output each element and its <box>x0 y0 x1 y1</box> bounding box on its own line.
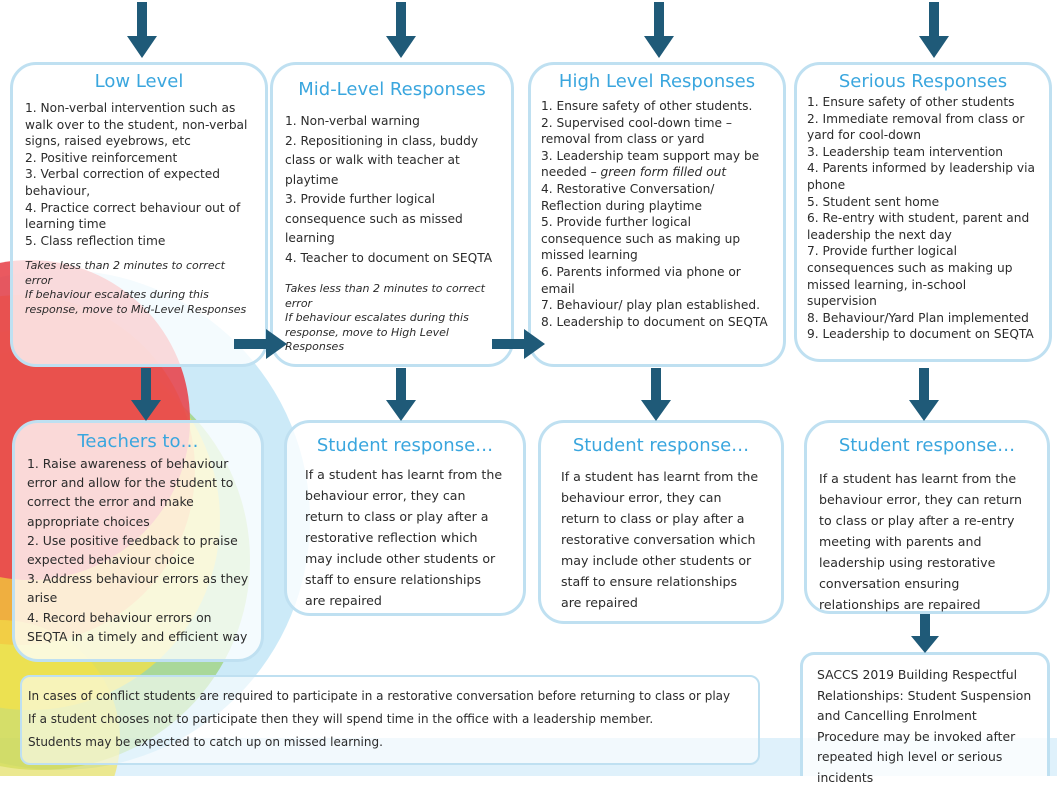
list-item: 5. Provide further logical consequence such as making up missed learning <box>541 215 741 263</box>
mid-level-note-escalate: If behaviour escalates during this response, move to High Level Responses <box>285 311 469 353</box>
list-item: 1. Non-verbal warning <box>285 114 420 128</box>
low-level-box <box>10 62 268 367</box>
student-response-mid-box <box>284 420 526 616</box>
bottom-note-catchup: Students may be expected to catch up on missed learning. <box>28 735 383 749</box>
arrow-down-icon <box>130 368 162 422</box>
serious-title: Serious Responses <box>838 71 1008 92</box>
list-item: 7. Provide further logical consequences such as making up missed learning, in-school supervision <box>807 244 1013 309</box>
list-item: 2. Repositioning in class, buddy class or walk with teacher at playtime <box>285 133 479 187</box>
serious-list <box>807 94 1039 343</box>
saccs-box <box>800 652 1050 785</box>
arrow-down-icon <box>918 2 950 60</box>
list-item: 8. Leadership to document on SEQTA <box>541 314 768 329</box>
arrow-down-icon <box>910 614 940 654</box>
list-item: 6. Re-entry with student, parent and leadership the next day <box>807 211 1030 242</box>
list-item: 5. Student sent home <box>807 194 940 209</box>
arrow-down-icon <box>640 368 672 422</box>
list-item: 2. Use positive feedback to praise expected behaviour choice <box>27 532 238 568</box>
mid-level-note-time: Takes less than 2 minutes to correct error <box>285 282 485 310</box>
student-response-high-box <box>538 420 784 624</box>
list-item: 4. Parents informed by leadership via phone <box>807 161 1035 192</box>
list-item: 4. Restorative Conversation/ Reflection during playtime <box>541 181 715 213</box>
list-item: 5. Class reflection time <box>25 233 166 248</box>
arrow-down-icon <box>385 368 417 422</box>
teachers-list <box>27 454 249 646</box>
list-item: 2. Supervised cool-down time – removal from class or yard <box>541 115 732 147</box>
student-response-mid-title: Student response… <box>316 435 494 456</box>
green-form-note: green form filled out <box>600 165 727 180</box>
arrow-right-icon <box>234 328 288 360</box>
arrow-down-icon <box>643 2 675 60</box>
teachers-title: Teachers to… <box>77 431 199 452</box>
list-item: 7. Behaviour/ play plan established. <box>541 298 760 313</box>
saccs-text: SACCS 2019 Building Respectful Relationships: Student Suspension and Cancelling Enrolment Procedure may be invoked after repeated high level or serious incidents <box>817 667 1032 785</box>
arrow-down-icon <box>385 2 417 60</box>
list-item: 1. Ensure safety of other students <box>807 95 1015 109</box>
bottom-note-conflict: In cases of conflict students are required to participate in a restorative conversation before returning to class or play <box>28 689 731 703</box>
high-level-title: High Level Responses <box>558 71 756 92</box>
list-item: 4. Teacher to document on SEQTA <box>285 250 493 265</box>
list-item: 3. Address behaviour errors as they arise <box>27 571 249 606</box>
bottom-note-office: If a student chooses not to participate then they will spend time in the office with a leadership member. <box>28 712 654 726</box>
list-item: 3. Leadership team intervention <box>807 144 1004 159</box>
list-item: 9. Leadership to document on SEQTA <box>807 327 1034 342</box>
serious-box <box>794 62 1052 362</box>
list-item: 2. Positive reinforcement <box>25 150 178 165</box>
low-level-list <box>25 100 253 249</box>
list-item: 1. Raise awareness of behaviour error and allow for the student to correct the error and make appropriate choices <box>27 456 234 529</box>
list-item: 2. Immediate removal from class or yard for cool-down <box>807 111 1025 143</box>
mid-level-title: Mid-Level Responses <box>298 79 486 100</box>
list-item: 3. Provide further logical consequence such as missed learning <box>285 192 463 245</box>
list-item: 3. Leadership team support may be needed – green form filled out <box>541 148 760 180</box>
bottom-notes-box <box>20 675 760 765</box>
student-response-serious-box <box>804 420 1050 614</box>
list-item: 8. Behaviour/Yard Plan implemented <box>807 310 1029 325</box>
student-response-high-text: If a student has learnt from the behaviour error, they can return to class or play after a restorative conversation which may include other students or staff to ensure relationships are repaired <box>561 469 759 610</box>
low-level-note-escalate: If behaviour escalates during this response, move to Mid-Level Responses <box>25 288 247 316</box>
low-level-title: Low Level <box>94 71 184 92</box>
student-response-serious-title: Student response… <box>838 435 1016 456</box>
mid-level-list <box>285 112 499 268</box>
arrow-down-icon <box>126 2 158 60</box>
high-level-list <box>541 98 773 330</box>
student-response-high-title: Student response… <box>572 435 750 456</box>
high-level-box <box>528 62 786 367</box>
mid-level-box <box>270 62 514 367</box>
low-level-note-time: Takes less than 2 minutes to correct error <box>25 259 225 287</box>
list-item: 6. Parents informed via phone or email <box>541 264 741 296</box>
arrow-right-icon <box>492 328 546 360</box>
list-item: 1. Ensure safety of other students. <box>541 99 753 113</box>
list-item: 3. Verbal correction of expected behaviour, <box>25 167 221 198</box>
list-item: 4. Practice correct behaviour out of learning time <box>25 200 241 232</box>
arrow-down-icon <box>908 368 940 422</box>
student-response-serious-text: If a student has learnt from the behaviour error, they can return to class or play after a re-entry meeting with parents and leadership using restorative conversation ensuring relationships are repaired <box>819 471 1023 612</box>
list-item: 4. Record behaviour errors on SEQTA in a timely and efficient way <box>27 609 248 644</box>
list-item: 1. Non-verbal intervention such as walk over to the student, non-verbal signs, raised eyebrows, etc <box>25 101 248 149</box>
student-response-mid-text: If a student has learnt from the behaviour error, they can return to class or play after a restorative reflection which may include other students or staff to ensure relationships are repaired <box>305 467 503 608</box>
teachers-box <box>12 420 264 662</box>
